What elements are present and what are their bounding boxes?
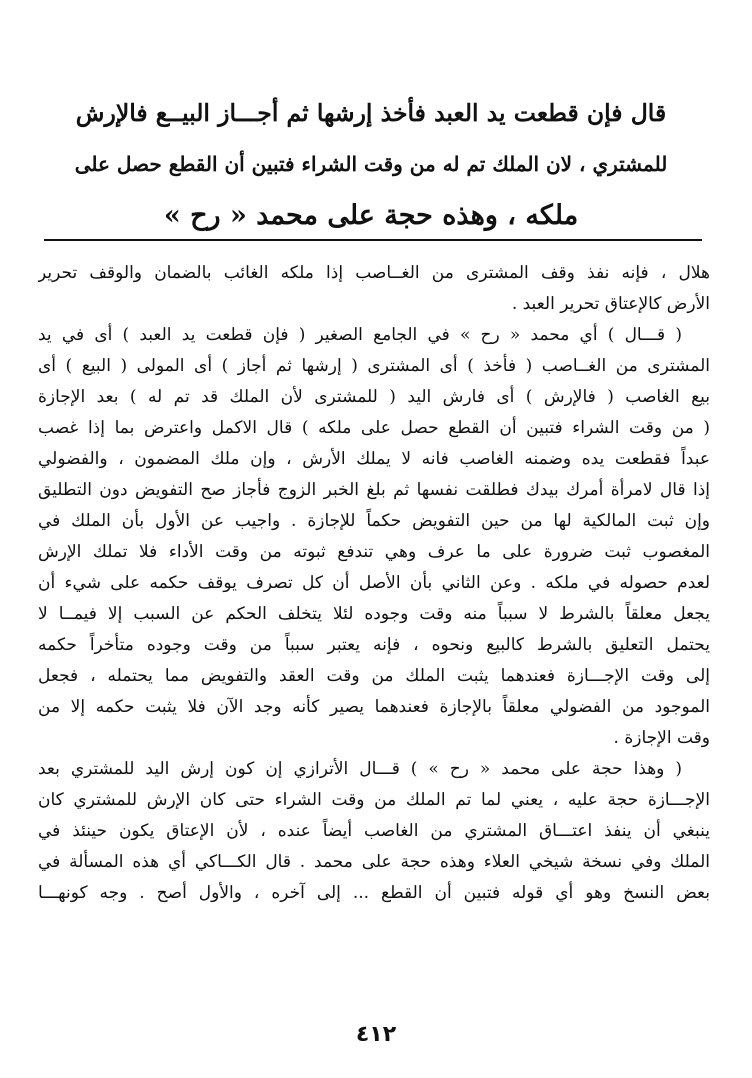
main-text-line: للمشتري ، لان الملك تم له من وقت الشراء فتبين أن القطع حصل على [74,152,668,176]
main-text-line: ملكه ، وهذه حجة على محمد « رح » [163,200,579,231]
commentary-line: المشترى من الغــاصب ( فأخذ ) أى المشترى ( إرشها ثم أجاز ) أى المولى ( البيع ) أى [38,356,710,376]
commentary-line: إلى وقت الإجـــازة فعندهما يثبت الملك من وقت العقد والتفويض مما يحتمله ، فجعل [38,666,710,686]
commentary-line: لعدم حصوله في ملكه . وعن الثاني بأن الأصل أن كل تصرف يوقف حكمه على شيء أن [38,573,710,593]
commentary-line: المغصوب ثبت ضرورة على ما عرف وهي تندفع ثبوته من وقت الأداء فلا تملك الإرش [38,542,710,562]
commentary-line: الموجود من الفضولي معلقاً بالإجازة فعندهما يصير كأنه وجد الآن فلا يثبت حكمه إلا من [38,697,710,717]
commentary-line: عبداً فقطعت يده وضمنه الغاصب فانه لا يملك الأرش ، وإن ملك المضمون ، والفضولي [38,449,710,469]
commentary-line: يجعل معلقاً بالشرط لا سبباً منه وقت وجوده لئلا يتخلف الحكم عن السبب إلا فيمــا لا [38,604,710,624]
commentary-line: الملك وفي نسخة شيخي العلاء وهذه حجة على محمد . قال الكـــاكي أي هذه المسألة في [38,852,710,872]
commentary-line: الإجـــازة حجة عليه ، يعني لما تم الملك من وقت الشراء حتى كان الإرش للمشتري كان [38,790,710,810]
commentary-line: هلال ، فإنه نفذ وقف المشترى من الغــاصب إذا ملكه الغائب بالضمان والوقف تحرير [38,263,710,283]
commentary-line: بعض النسخ وهو أي قوله فتبين أن القطع ... إلى آخره ، والأول أصح . وجه كونهـــا [38,883,710,903]
page-number: ٤١٢ [355,1022,397,1047]
commentary-line: ( قـــال ) أي محمد « رح » في الجامع الصغير ( فإن قطعت يد العبد ) أى في يد [38,325,682,345]
commentary-line: بيع الغاصب ( فالإرش ) أى فارش اليد ( للمشترى لأن الملك قد تم له ) بعد الإجازة [38,387,710,407]
commentary-line: ( وهذا حجة على محمد « رح » ) قـــال الأترازي إن كون إرش اليد للمشتري بعد [38,759,682,779]
commentary-line: ينبغي أن ينفذ اعتـــاق المشتري من الغاصب أيضاً عنده ، لأن الإعتاق يكون حينئذ في [38,821,710,841]
commentary-line: وقت الإجازة . [613,728,710,748]
commentary-line: ( من وقت الشراء فتبين أن القطع حصل على ملكه ) قال الاكمل واعترض بما إذا غصب [38,418,710,438]
commentary-line: وإن ثبت المالكية لها من حين التفويض حكماً للإجازة . واجيب عن الأول بأن الملك في [38,511,710,531]
commentary-line: يحتمل التعليق بالشرط كالبيع ونحوه ، فإنه يعتبر سبباً من وقت وجوده متأخراً حكمه [38,635,710,655]
commentary-line: إذا قال لامرأة أمرك بيدك فطلقت نفسها ثم بلغ الخبر الزوج فأجاز صح التفويض دون التطليق [38,480,710,500]
commentary-block [38,258,710,909]
main-text-line: قال فإن قطعت يد العبد فأخذ إرشها ثم أجـــاز البيــع فالإرش [75,99,667,127]
commentary-line: الأرض كالإعتاق تحرير العبد . [511,294,710,314]
main-text-block [70,88,672,241]
separator-rule [44,239,702,241]
